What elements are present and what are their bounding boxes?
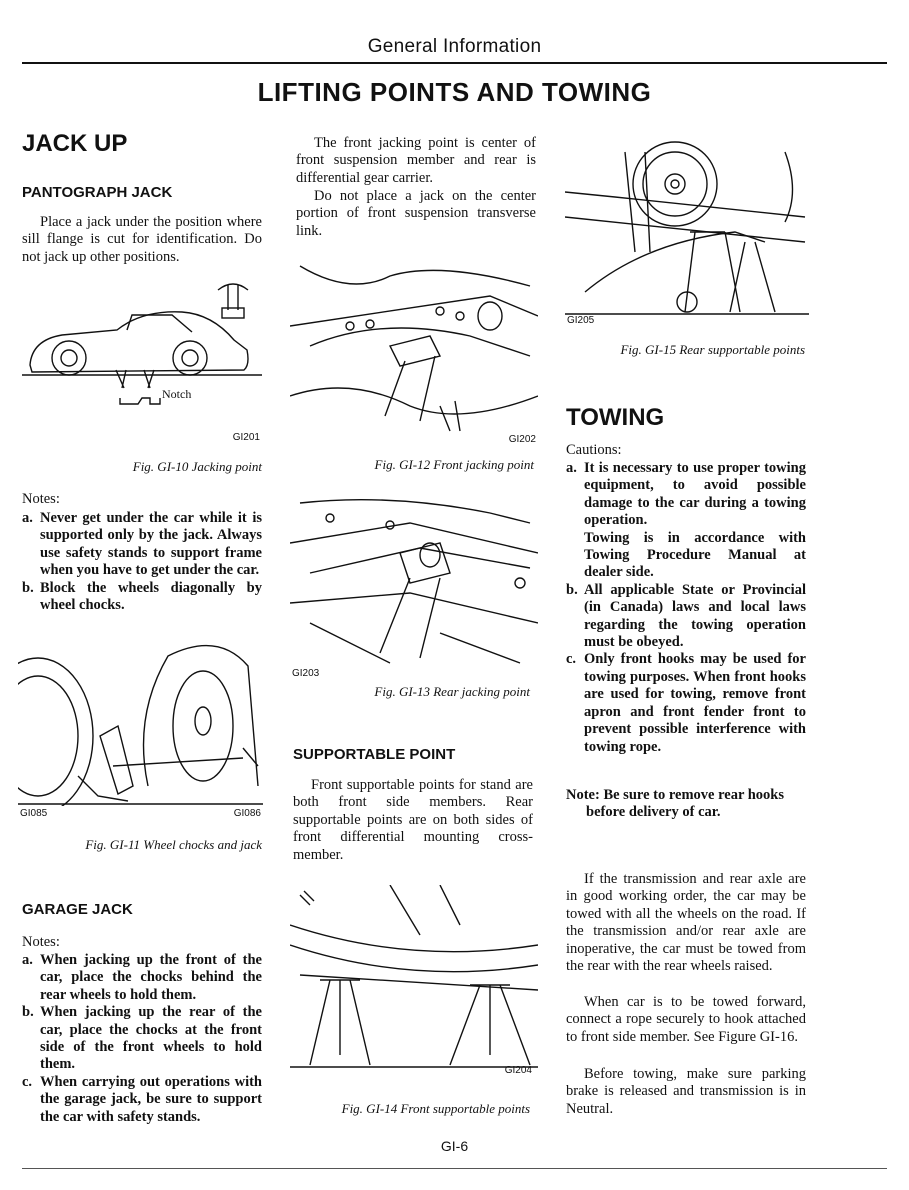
list-item: b. Block the wheels diagonally by wheel chocks.: [22, 579, 262, 614]
list-item: Towing is in accordance with Towing Procedure Manual at dealer side.: [584, 529, 806, 581]
note-label: Note:: [566, 787, 600, 803]
supportable-text: Front supportable points for stand are both front side members. Rear supportable points are on both sides of front differential mounting cross-member.: [293, 777, 533, 863]
list-item: b. All applicable State or Provincial (in Canada) laws and local laws regarding the towing operation must be obeyed.: [566, 581, 806, 651]
pantograph-text: Place a jack under the position where sill flange is cut for identification. Do not jack up other positions.: [22, 214, 262, 265]
figure-caption: Fig. GI-14 Front supportable points: [341, 1101, 530, 1116]
towing-paragraph: If the transmission and rear axle are in good working order, the car may be towed with all the wheels on the road. If the transmission and/or rear axle are inoperative, the car must be towed from the rear with the rear wheels raised.: [566, 871, 806, 975]
list-item: a. It is necessary to use proper towing equipment, to avoid possible damage to the car during a towing operation.: [566, 460, 806, 529]
jacking-intro-1: The front jacking point is center of front suspension member and rear is differential gear carrier.: [296, 135, 536, 186]
jacking-intro-2: Do not place a jack on the center portion of front suspension transverse link.: [296, 188, 536, 239]
note-text: Be sure to remove rear hooks before delivery of car.: [586, 787, 785, 821]
garage-jack-heading: GARAGE JACK: [22, 901, 133, 918]
figure-code: GI203: [292, 668, 320, 679]
garage-notes-list: [22, 952, 262, 1126]
figure-code: GI205: [567, 315, 595, 326]
list-item: a. Never get under the car while it is supported only by the jack. Always use safety stands to support frame when you have to get under the car.: [22, 510, 262, 579]
garage-notes-label: Notes:: [22, 934, 60, 950]
figure-caption: Fig. GI-15 Rear supportable points: [620, 342, 805, 357]
list-item: a. When jacking up the front of the car, place the chocks behind the rear wheels to hold them.: [22, 952, 262, 1003]
notes-label: Notes:: [22, 491, 60, 507]
list-item: c. When carrying out operations with the garage jack, be sure to support the car with safety stands.: [22, 1073, 262, 1125]
towing-note: [566, 787, 806, 822]
list-item: c. Only front hooks may be used for towing purposes. When front hooks are used for towing, remove front apron and front fender front to prevent possible interference with towing rope.: [566, 651, 806, 755]
figure-gi-15: [565, 132, 809, 328]
supportable-point-heading: SUPPORTABLE POINT: [293, 746, 456, 763]
figure-gi-14: [290, 885, 538, 1081]
header-rule: [22, 62, 887, 64]
cautions-list: [566, 460, 806, 756]
notes-list: [22, 510, 262, 614]
list-item: b. When jacking up the rear of the car, place the chocks at the front side of the front wheels to hold them.: [22, 1004, 262, 1073]
figure-gi-13: [290, 493, 538, 683]
cautions-label: Cautions:: [566, 442, 622, 458]
figure-caption: Fig. GI-10 Jacking point: [132, 459, 262, 474]
towing-paragraph: Before towing, make sure parking brake is released and transmission is in Neutral.: [566, 1066, 806, 1117]
figure-code: GI201: [232, 432, 260, 443]
figure-gi-10: [22, 280, 262, 442]
figure-caption: Fig. GI-13 Rear jacking point: [374, 684, 530, 699]
running-header: General Information: [367, 36, 542, 57]
footer-rule: [22, 1168, 887, 1169]
figure-code: GI204: [504, 1065, 532, 1076]
notch-label: Notch: [162, 387, 192, 401]
page-number: GI-6: [440, 1138, 469, 1154]
jack-up-heading: JACK UP: [22, 130, 128, 157]
pantograph-jack-heading: PANTOGRAPH JACK: [22, 184, 173, 201]
towing-heading: TOWING: [566, 404, 665, 431]
figure-code: GI085: [20, 808, 48, 819]
towing-paragraph: When car is to be towed forward, connect a rope securely to hook attached to front side member. See Figure GI-16.: [566, 994, 806, 1045]
figure-caption: Fig. GI-12 Front jacking point: [374, 457, 534, 472]
figure-gi-12: [290, 256, 538, 446]
figure-code: GI202: [508, 434, 536, 445]
figure-caption: Fig. GI-11 Wheel chocks and jack: [85, 837, 262, 852]
figure-gi-11: [18, 636, 263, 822]
figure-code: GI086: [233, 808, 261, 819]
page-title: LIFTING POINTS AND TOWING: [257, 77, 652, 107]
